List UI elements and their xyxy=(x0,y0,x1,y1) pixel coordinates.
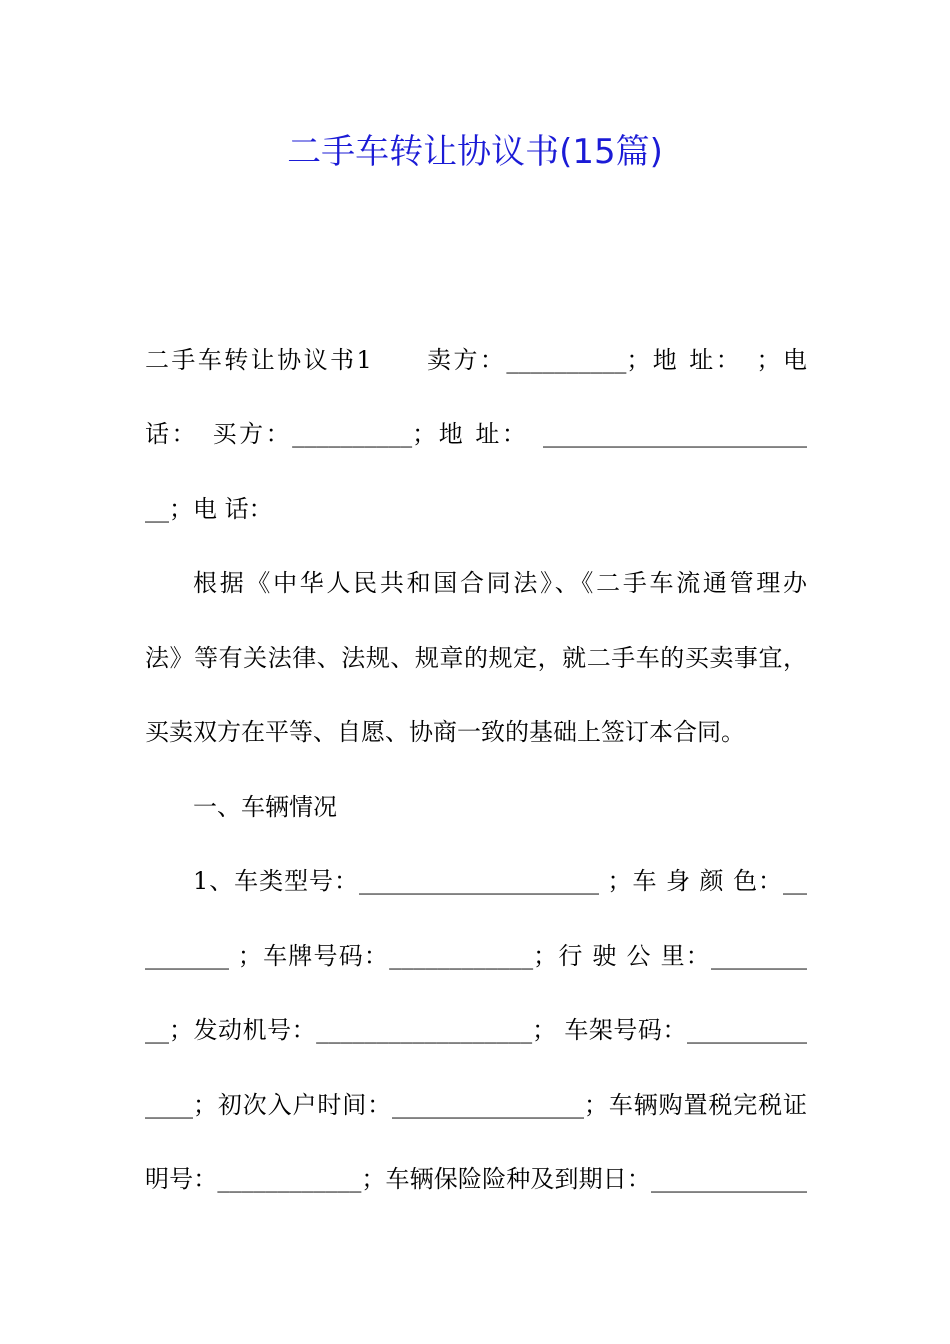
paragraph-line-parties-3: __；电 话： xyxy=(145,495,273,523)
paragraph-line-vehicle-4: ____；初次入户时间：________________；车辆购置税完税证 xyxy=(145,1091,807,1119)
document-title: 二手车转让协议书(15篇) xyxy=(287,132,663,172)
section-heading-vehicle: 一、车辆情况 xyxy=(193,793,337,821)
paragraph-line-parties-1: 二手车转让协议书1 卖方：__________；地 址： ；电 xyxy=(145,346,807,374)
paragraph-line-vehicle-3: __；发动机号：__________________； 车架号码：__________ xyxy=(145,1016,807,1044)
paragraph-line-parties-2: 话： 买方：__________；地 址： ______________________ xyxy=(145,420,807,448)
paragraph-line-basis-1: 根据《中华人民共和国合同法》、《二手车流通管理办 xyxy=(193,569,807,597)
paragraph-line-basis-2: 法》等有关法律、法规、规章的规定，就二手车的买卖事宜， xyxy=(145,644,807,672)
paragraph-line-vehicle-5: 明号：____________；车辆保险险种及到期日：_____________ xyxy=(145,1165,807,1193)
paragraph-line-vehicle-2: _______ ；车牌号码：____________；行 驶 公 里：________ xyxy=(145,942,807,970)
paragraph-line-vehicle-1: 1、车类型号：____________________ ；车 身 颜 色：__ xyxy=(193,867,807,895)
paragraph-line-basis-3: 买卖双方在平等、自愿、协商一致的基础上签订本合同。 xyxy=(145,718,745,746)
